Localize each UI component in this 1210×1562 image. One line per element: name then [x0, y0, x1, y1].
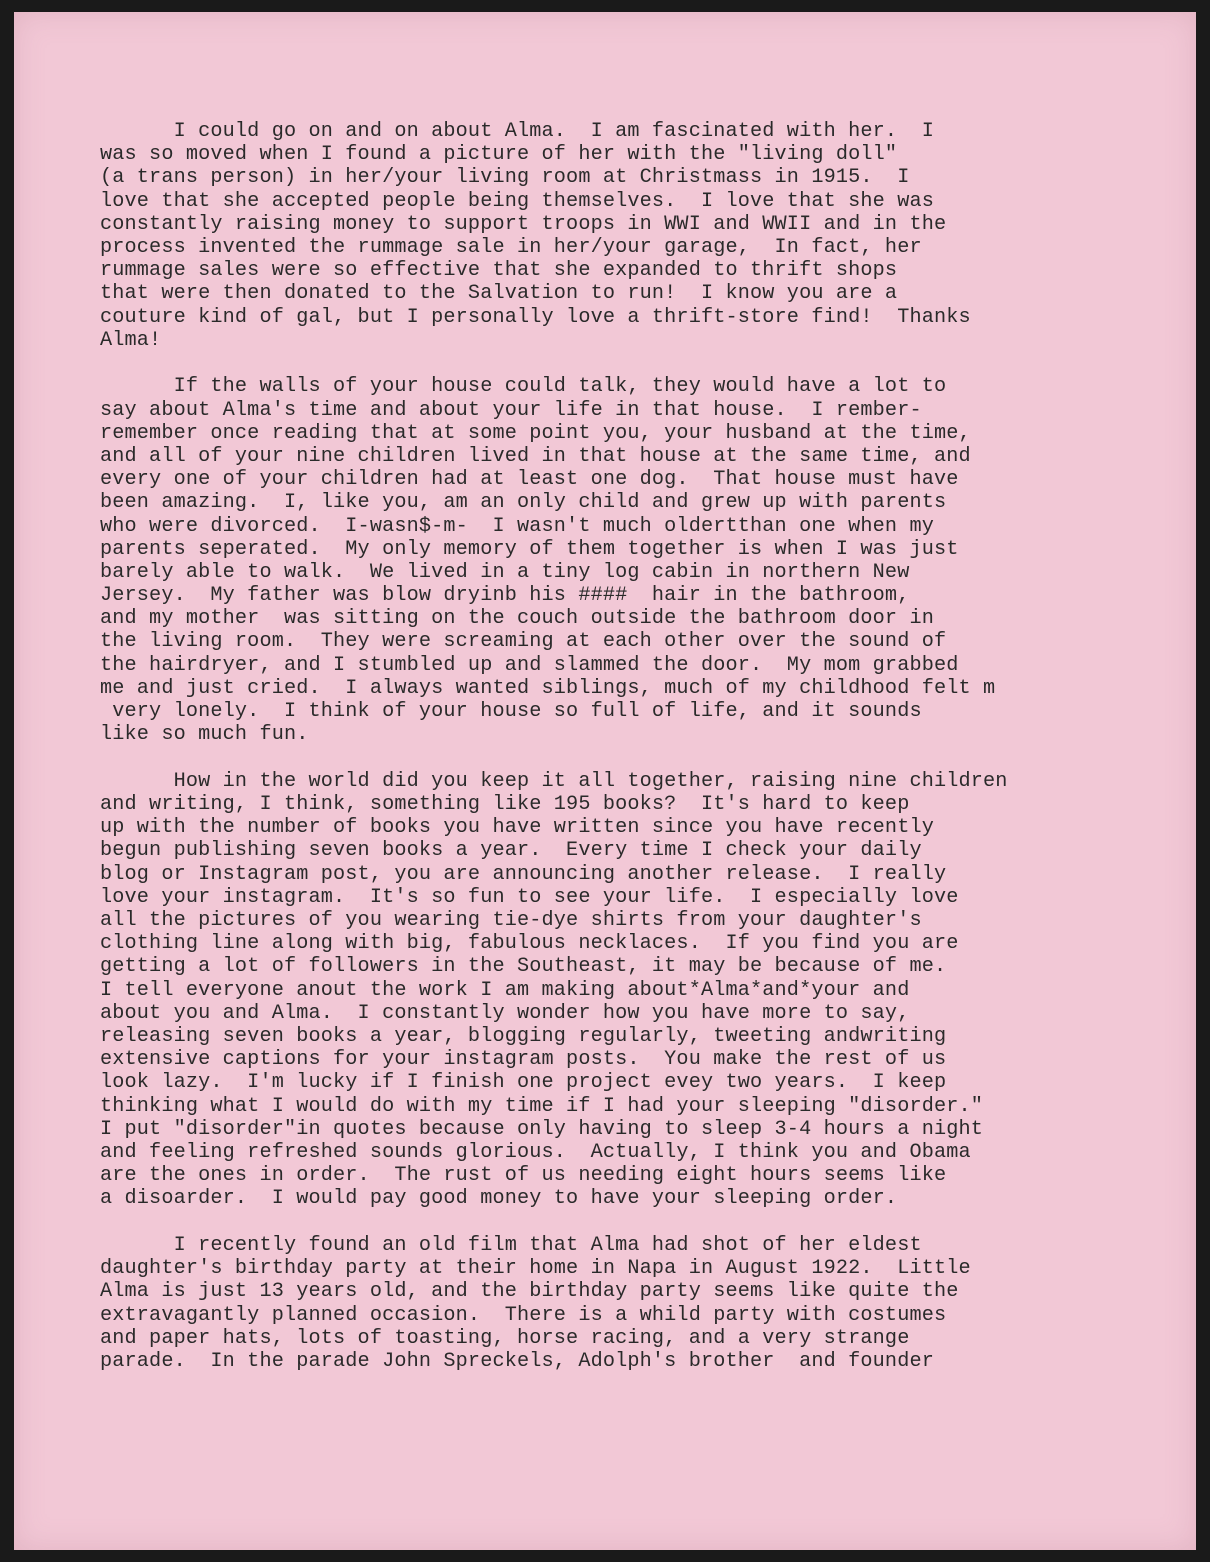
text-line: blog or Instagram post, you are announcing another release. I really [100, 862, 947, 886]
text-line: about you and Alma. I constantly wonder how you have more to say, [100, 1001, 910, 1025]
text-line: been amazing. I, like you, am an only child and grew up with parents [100, 491, 947, 515]
text-line: me and just cried. I always wanted siblings, much of my childhood felt m [100, 676, 996, 700]
text-line: extensive captions for your instagram posts. You make the rest of us [100, 1048, 947, 1072]
text-line: getting a lot of followers in the Southeast, it may be because of me. [100, 955, 947, 979]
text-line: How in the world did you keep it all together, raising nine children [100, 769, 1008, 793]
text-line: process invented the rummage sale in her/your garage, In fact, her [100, 235, 922, 259]
text-line: who were divorced. I-wasn$-m- I wasn't much oldertthan one when my [100, 514, 934, 538]
text-line: every one of your children had at least one dog. That house must have [100, 468, 959, 492]
typewritten-page [14, 12, 1196, 1550]
text-line: couture kind of gal, but I personally love a thrift-store find! Thanks [100, 305, 971, 329]
text-line: look lazy. I'm lucky if I finish one project evey two years. I keep [100, 1071, 947, 1095]
text-line: Alma is just 13 years old, and the birthday party seems like quite the [100, 1280, 959, 1304]
text-line: parade. In the parade John Spreckels, Adolph's brother and founder [100, 1349, 934, 1373]
paragraph [100, 1234, 1140, 1373]
text-line: begun publishing seven books a year. Every time I check your daily [100, 839, 922, 863]
text-line: Jersey. My father was blow dryinb his #### hair in the bathroom, [100, 584, 910, 608]
text-line: I put "disorder"in quotes because only having to sleep 3-4 hours a night [100, 1117, 984, 1141]
text-line: a disoarder. I would pay good money to have your sleeping order. [100, 1187, 898, 1211]
text-line: I tell everyone anout the work I am making about*Alma*and*your and [100, 978, 910, 1002]
text-line: daughter's birthday party at their home in Napa in August 1922. Little [100, 1257, 971, 1281]
text-line: and writing, I think, something like 195 books? It's hard to keep [100, 793, 910, 817]
text-line: the hairdryer, and I stumbled up and slammed the door. My mom grabbed [100, 653, 959, 677]
text-line: very lonely. I think of your house so full of life, and it sounds [100, 700, 922, 723]
text-line: up with the number of books you have written since you have recently [100, 816, 934, 840]
text-line: extravagantly planned occasion. There is a whild party with costumes [100, 1303, 947, 1327]
text-line: and paper hats, lots of toasting, horse racing, and a very strange [100, 1326, 910, 1350]
text-line: Alma! [100, 328, 162, 352]
text-line: say about Alma's time and about your life in that house. I rember- [100, 398, 922, 422]
text-line: thinking what I would do with my time if I had your sleeping "disorder." [100, 1094, 984, 1118]
text-line: love that she accepted people being themselves. I love that she was [100, 189, 934, 213]
text-line: clothing line along with big, fabulous necklaces. If you find you are [100, 932, 959, 956]
text-line: (a trans person) in her/your living room at Christmass in 1915. I [100, 166, 910, 190]
text-line: parents seperated. My only memory of them together is when I was just [100, 537, 959, 561]
text-line: releasing seven books a year, blogging regularly, tweeting andwriting [100, 1024, 947, 1048]
letter-body [100, 120, 1140, 1397]
text-line: and all of your nine children lived in that house at the same time, and [100, 444, 971, 468]
text-line: and feeling refreshed sounds glorious. Actually, I think you and Obama [100, 1140, 971, 1164]
text-line: constantly raising money to support troops in WWI and WWII and in the [100, 212, 947, 236]
text-line: all the pictures of you wearing tie-dye shirts from your daughter's [100, 909, 922, 932]
text-line: like so much fun. [100, 723, 309, 747]
text-line: If the walls of your house could talk, they would have a lot to [100, 375, 947, 399]
text-line: are the ones in order. The rust of us needing eight hours seems like [100, 1164, 947, 1188]
text-line: I recently found an old film that Alma had shot of her eldest [100, 1233, 922, 1257]
text-line: that were then donated to the Salvation to run! I know you are a [100, 282, 898, 306]
text-line: the living room. They were screaming at each other over the sound of [100, 630, 947, 654]
text-line: I could go on and on about Alma. I am fascinated with her. I [100, 120, 934, 143]
text-line: barely able to walk. We lived in a tiny log cabin in northern New [100, 560, 910, 584]
text-line: love your instagram. It's so fun to see your life. I especially love [100, 885, 959, 909]
paragraph [100, 375, 1140, 746]
text-line: remember once reading that at some point you, your husband at the time, [100, 421, 971, 445]
text-line: rummage sales were so effective that she expanded to thrift shops [100, 259, 898, 283]
paragraph [100, 120, 1140, 352]
paragraph [100, 770, 1140, 1211]
text-line: and my mother was sitting on the couch outside the bathroom door in [100, 607, 934, 631]
text-line: was so moved when I found a picture of her with the "living doll" [100, 143, 898, 167]
